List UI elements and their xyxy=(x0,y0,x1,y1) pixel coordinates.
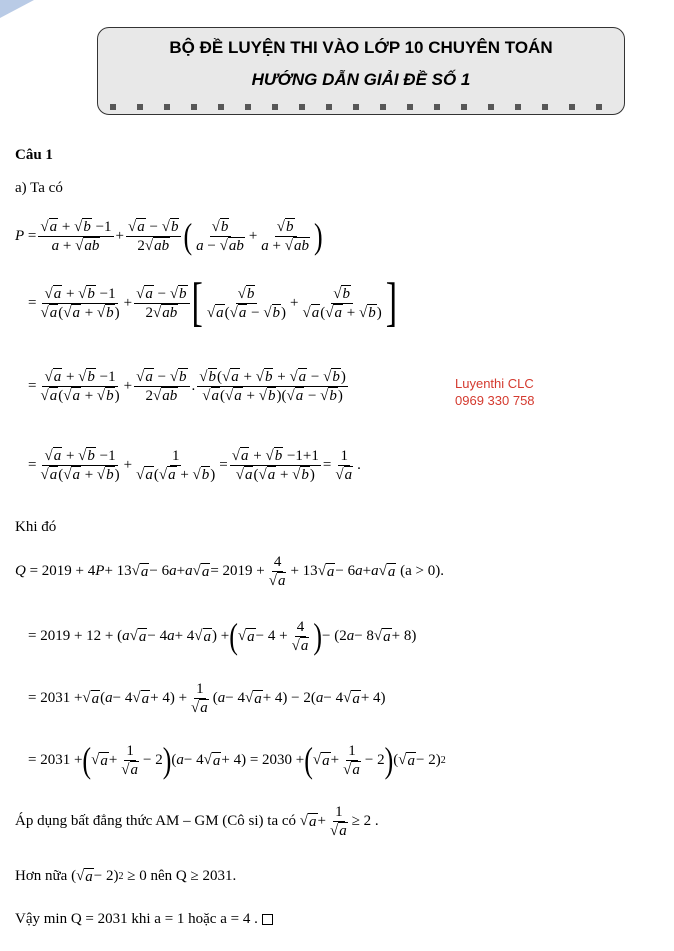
equation-q-step-2: = 2019 + 12 + ( a √ a − 4 a + 4 √ a ) + ( √ a − 4 + 4 √ a ) − (2 a − 8 √ a + 8) xyxy=(28,615,417,657)
equation-p-step-2: = √ a + √ b −1 √ a ( √ a + √ b ) + √ a − √ b 2 √ ab [ √ b √ a ( √ a − √ b ) + √ b √ a ( √ a + √ b ) ] xyxy=(28,273,398,333)
equation-q-definition: Q = 2019 + 4 P + 13 √ a − 6 a + a √ a = 2019 + 4 √ a + 13 √ a − 6 a + a √ a (a > 0). xyxy=(15,554,444,589)
watermark-line-2: 0969 330 758 xyxy=(455,393,535,408)
header-box xyxy=(97,27,625,115)
hon-nua-label: Hơn nữa xyxy=(15,868,68,884)
end-of-proof-icon xyxy=(262,914,273,925)
equation-p-result: = √ a + √ b −1 √ a ( √ a + √ b ) + 1 √ a ( √ a + √ b ) = √ a + √ b −1+1 √ a ( √ a + √ b ) = 1 √ a . xyxy=(28,448,361,483)
conclusion-line xyxy=(15,910,273,928)
equation-q-step-4: = 2031 + ( √ a + 1 √ a − 2 ) ( a − 4 √ a + 4) = 2030 + ( √ a + 1 √ a − 2 ) ( √ a − 2) 2 xyxy=(28,739,446,781)
corner-decoration xyxy=(0,0,40,22)
hon-nua-rest: ≥ 0 nên Q ≥ 2031. xyxy=(127,868,237,884)
am-gm-text: Áp dụng bất đẳng thức AM – GM (Cô si) ta có xyxy=(15,813,297,829)
q-condition: (a > 0). xyxy=(400,563,444,579)
header-cut-text xyxy=(110,104,612,110)
hon-nua-line: Hơn nữa ( √ a − 2) 2 ≥ 0 nên Q ≥ 2031. xyxy=(15,868,237,885)
part-a-intro: a) Ta có xyxy=(15,180,63,196)
watermark-line-1: Luyenthi CLC xyxy=(455,376,534,391)
equation-p-definition: P = √ a + √ b −1 a + √ ab + √ a − √ b 2 √ ab ( √ b a − √ ab + √ b a + √ ab ) xyxy=(15,215,323,257)
am-gm-line: Áp dụng bất đẳng thức AM – GM (Cô si) ta có √ a + 1 √ a ≥ 2 . xyxy=(15,804,379,839)
khi-do-label: Khi đó xyxy=(15,519,57,535)
header-title: BỘ ĐỀ LUYỆN THI VÀO LỚP 10 CHUYÊN TOÁN xyxy=(169,38,553,57)
am-gm-result: ≥ 2 . xyxy=(351,813,379,829)
question-label: Câu 1 xyxy=(15,147,53,163)
equation-p-step-3: = √ a + √ b −1 √ a ( √ a + √ b ) + √ a − √ b 2 √ ab . √ b ( √ a + √ b + √ a − √ b ) √ a ( √ a + √ b )( √ a − √ b ) xyxy=(28,369,346,404)
equation-q-step-3: = 2031 + √ a ( a − 4 √ a + 4) + 1 √ a ( a − 4 √ a + 4) − 2( a − 4 √ a + 4) xyxy=(28,681,386,716)
conclusion-text: Vậy min Q = 2031 khi a = 1 hoặc a = 4 . xyxy=(15,911,258,927)
header-subtitle: HƯỚNG DẪN GIẢI ĐỀ SỐ 1 xyxy=(251,70,471,89)
watermark xyxy=(455,375,535,409)
